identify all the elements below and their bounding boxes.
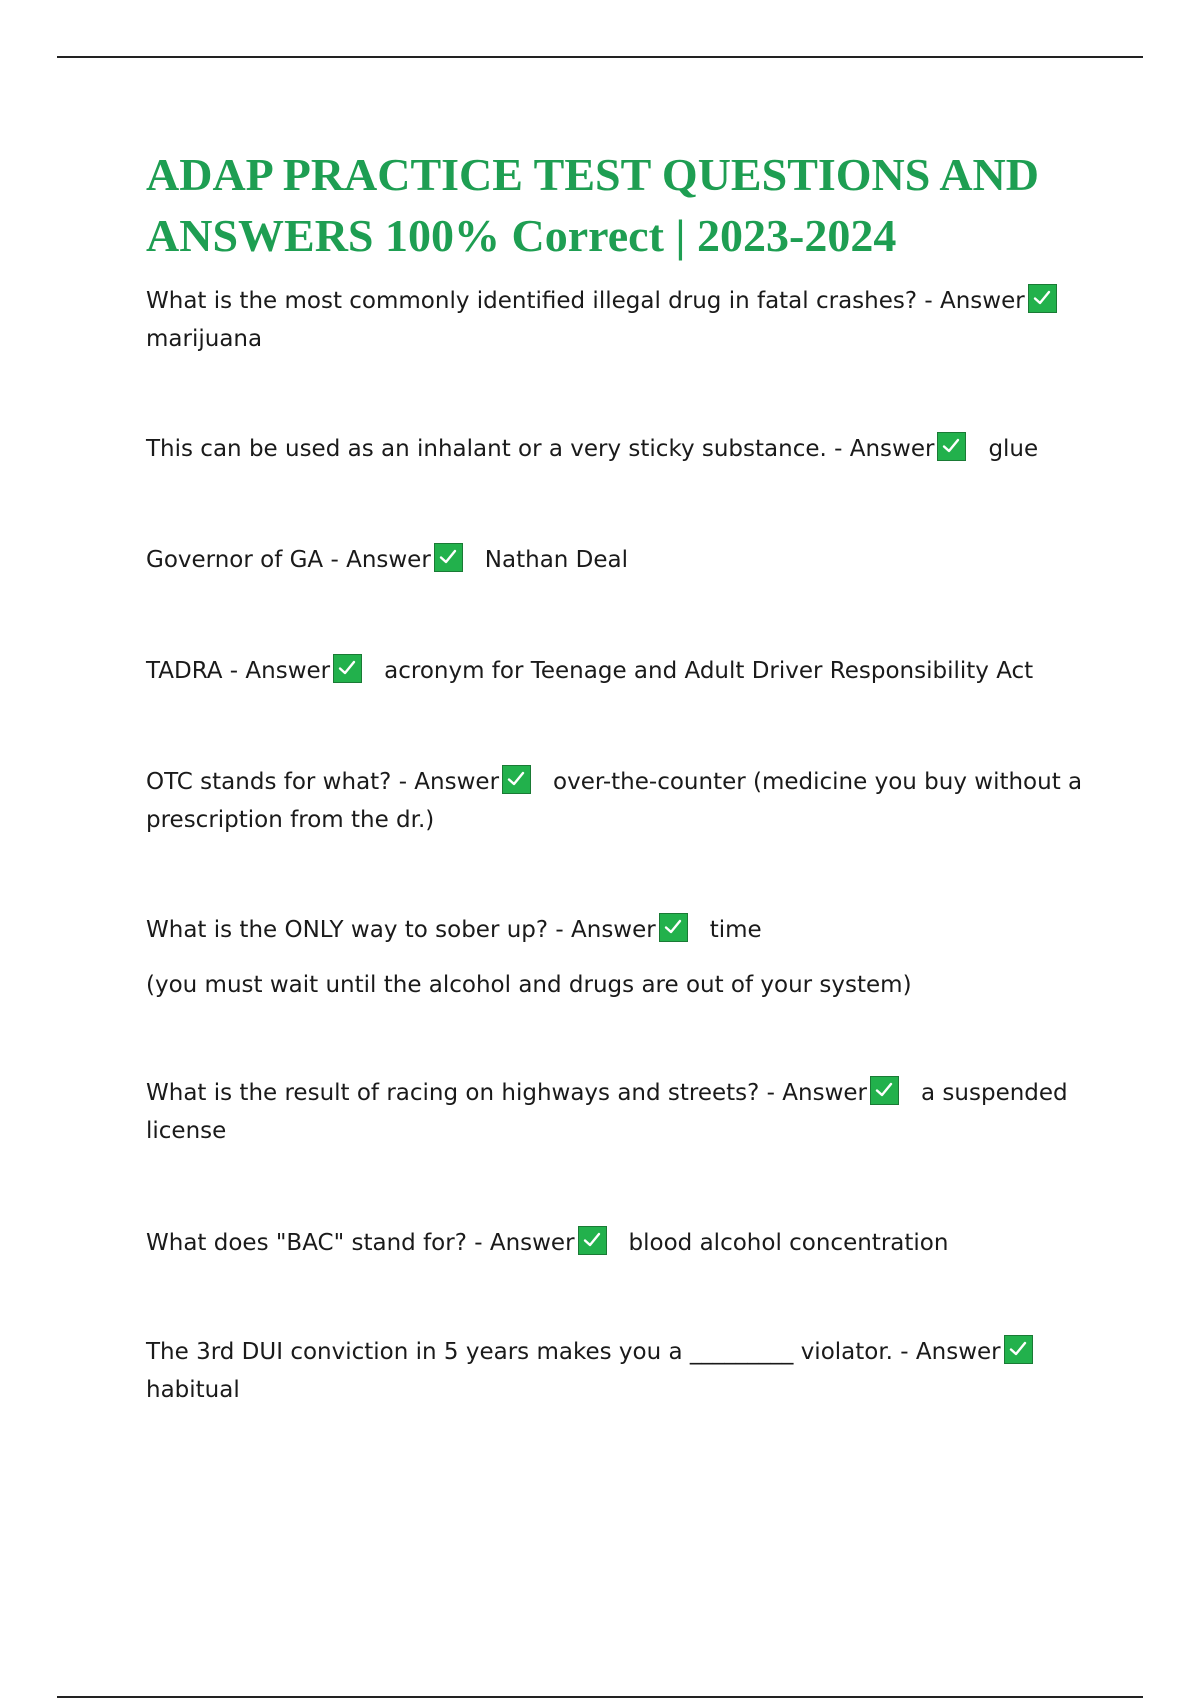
answer-text: glue — [988, 436, 1039, 462]
question-text: This can be used as an inhalant or a very sticky substance. - Answer — [146, 436, 935, 462]
qa-item — [146, 1224, 1096, 1262]
green-checkmark-icon — [1028, 284, 1057, 313]
qa-item — [146, 911, 1096, 949]
qa-item — [146, 1074, 1096, 1150]
answer-note — [146, 966, 1096, 1004]
question-text: TADRA - Answer — [146, 658, 331, 684]
answer-text: a suspended license — [146, 1080, 1068, 1144]
answer-text: marijuana — [146, 326, 263, 352]
note-text: (you must wait until the alcohol and drugs are out of your system) — [146, 972, 912, 998]
qa-item — [146, 430, 1096, 468]
question-text: What is the result of racing on highways and streets? - Answer — [146, 1080, 868, 1106]
answer-text: over-the-counter (medicine you buy without a prescription from the dr.) — [146, 769, 1083, 833]
question-text: What does "BAC" stand for? - Answer — [146, 1230, 575, 1256]
qa-item — [146, 763, 1096, 839]
question-text: The 3rd DUI conviction in 5 years makes you a _________ violator. - Answer — [146, 1339, 1001, 1365]
green-checkmark-icon — [937, 432, 966, 461]
green-checkmark-icon — [333, 654, 362, 683]
green-checkmark-icon — [434, 543, 463, 572]
qa-item — [146, 652, 1096, 690]
question-text: OTC stands for what? - Answer — [146, 769, 500, 795]
green-checkmark-icon — [578, 1226, 607, 1255]
question-text: Governor of GA - Answer — [146, 547, 431, 573]
document-title: ADAP PRACTICE TEST QUESTIONS AND ANSWERS 100% Correct | 2023-2024 — [146, 149, 1039, 261]
green-checkmark-icon — [1004, 1335, 1033, 1364]
qa-item — [146, 541, 1096, 579]
answer-text: habitual — [146, 1377, 240, 1403]
answer-text: Nathan Deal — [484, 547, 629, 573]
question-text: What is the most commonly identified illegal drug in fatal crashes? - Answer — [146, 288, 1025, 314]
green-checkmark-icon — [870, 1076, 899, 1105]
green-checkmark-icon — [659, 913, 688, 942]
answer-text: time — [709, 917, 762, 943]
answer-text: acronym for Teenage and Adult Driver Responsibility Act — [384, 658, 1034, 684]
top-rule — [57, 56, 1143, 58]
bottom-rule — [57, 1696, 1143, 1698]
answer-text: blood alcohol concentration — [628, 1230, 949, 1256]
green-checkmark-icon — [502, 765, 531, 794]
question-text: What is the ONLY way to sober up? - Answer — [146, 917, 656, 943]
qa-item — [146, 1333, 1096, 1409]
qa-item — [146, 282, 1096, 358]
